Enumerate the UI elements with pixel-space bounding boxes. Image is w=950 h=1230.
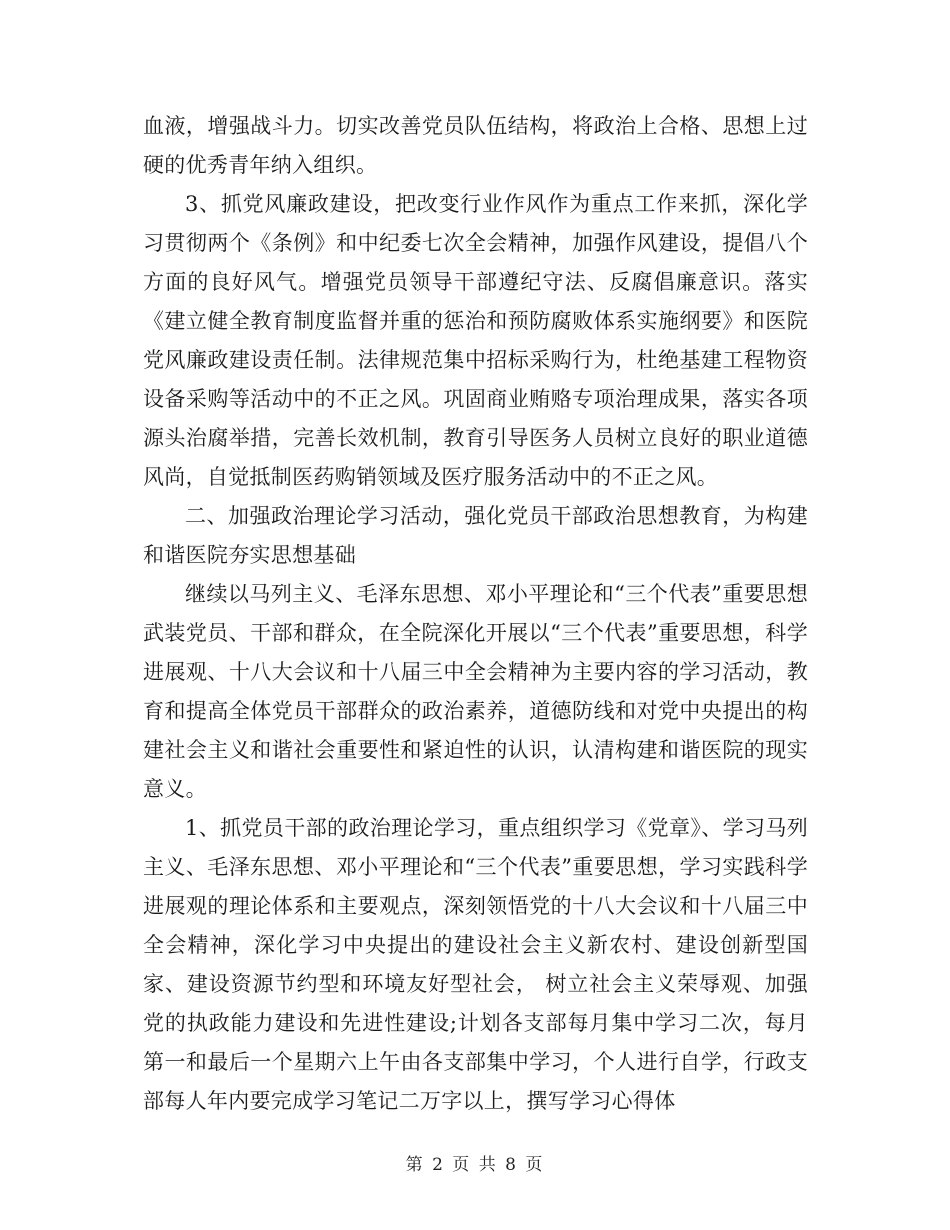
document-body (143, 107, 808, 1121)
paragraph-continuation: 血液，增强战斗力。切实改善党员队伍结构，将政治上合格、思想上过硬的优秀青年纳入组织。 (143, 114, 808, 177)
paragraph-party-conduct: 3、抓党风廉政建设，把改变行业作风作为重点工作来抓，深化学习贯彻两个《条例》和中纪委七次全会精神，加强作风建设，提倡八个方面的良好风气。增强党员领导干部遵纪守法、反腐倡廉意识。落实《建立健全教育制度监督并重的惩治和预防腐败体系实施纲要》和医院党风廉政建设责任制。法律规范集中招标采购行为，杜绝基建工程物资设备采购等活动中的不正之风。巩固商业贿赂专项治理成果，落实各项源头治腐举措，完善长效机制，教育引导医务人员树立良好的职业道德风尚，自觉抵制医药购销领域及医疗服务活动中的不正之风。 (143, 192, 808, 489)
section-heading-political-theory: 二、加强政治理论学习活动，强化党员干部政治思想教育，为构建和谐医院夯实思想基础 (143, 504, 808, 567)
paragraph-study-activities: 继续以马列主义、毛泽东思想、邓小平理论和“三个代表”重要思想武装党员、干部和群众，在全院深化开展以“三个代表”重要思想，科学进展观、十八大会议和十八届三中全会精神为主要内容的学习活动，教育和提高全体党员干部群众的政治素养，道德防线和对党中央提出的构建社会主义和谐社会重要性和紧迫性的认识，认清构建和谐医院的现实意义。 (143, 582, 808, 801)
page-number: 第 2 页 共 8 页 (405, 1155, 545, 1175)
paragraph-theory-study: 1、抓党员干部的政治理论学习，重点组织学习《党章》、学习马列主义、毛泽东思想、邓小平理论和“三个代表”重要思想，学习实践科学进展观的理论体系和主要观点，深刻领悟党的十八大会议和十八届三中全会精神，深化学习中央提出的建设社会主义新农村、建设创新型国家、建设资源节约型和环境友好型社会， 树立社会主义荣辱观、加强党的执政能力建设和先进性建设;计划各支部每月集中学习二次，每月第一和最后一个星期六上午由各支部集中学习，个人进行自学，行政支部每人年内要完成学习笔记二万字以上，撰写学习心得体 (143, 816, 808, 1113)
